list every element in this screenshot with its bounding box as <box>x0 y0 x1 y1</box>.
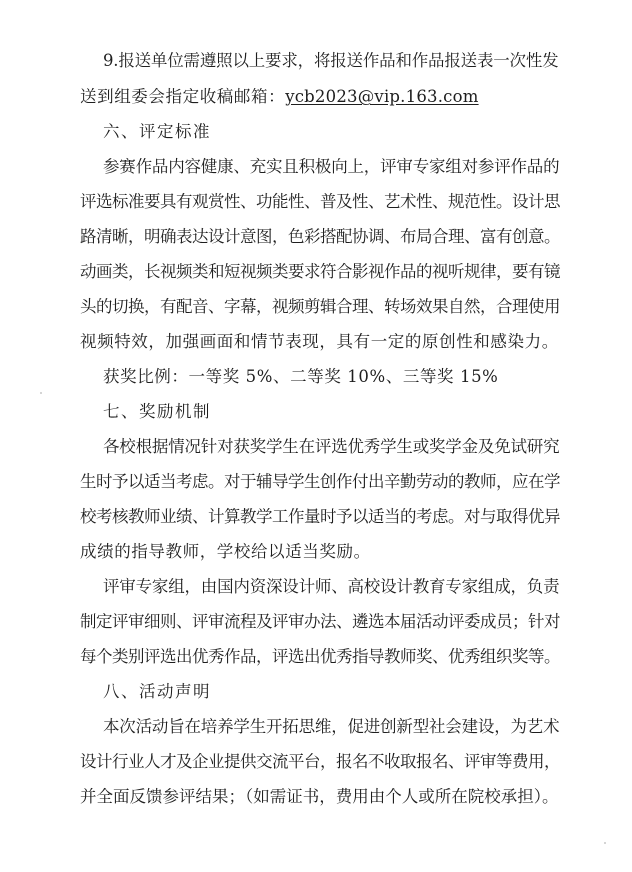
section-8-heading: 八、活动声明 <box>103 682 211 701</box>
section-8-para-line-1: 本次活动旨在培养学生开拓思维，促进创新型社会建设，为艺术 <box>103 717 560 736</box>
section-7-para1-line-4: 成绩的指导教师，学校给以适当奖励。 <box>80 542 371 561</box>
p9-line-1: 9.报送单位需遵照以上要求，将报送作品和作品报送表一次性发 <box>103 51 559 70</box>
section-7-para2-line-3: 每个类别评选出优秀作品，评选出优秀指导教师奖、优秀组织奖等。 <box>80 647 560 666</box>
section-8-para-line-2: 设计行业人才及企业提供交流平台，报名不收取报名、评审等费用， <box>80 752 560 771</box>
scan-speck <box>604 842 606 844</box>
p9-line-2 <box>80 86 479 108</box>
section-6-para-line-5: 头的切换，有配音、字幕，视频剪辑合理、转场效果自然，合理使用 <box>80 297 560 316</box>
section-6-para-line-2: 评选标准要具有观赏性、功能性、普及性、艺术性、规范性。设计思 <box>80 192 560 211</box>
section-7-para1-line-1: 各校根据情况针对获奖学生在评选优秀学生或奖学金及免试研究 <box>103 437 560 456</box>
scan-speck <box>40 392 42 394</box>
awards-ratio: 获奖比例：一等奖 5%、二等奖 10%、三等奖 15% <box>103 367 499 386</box>
section-6-para-line-4: 动画类，长视频类和短视频类要求符合影视作品的视听规律，要有镜 <box>80 262 560 281</box>
section-6-para-line-6: 视频特效，加强画面和情节表现，具有一定的原创性和感染力。 <box>80 332 559 351</box>
submission-email-link[interactable]: ycb2023@vip.163.com <box>285 87 479 106</box>
section-7-para1-line-2: 生时予以适当考虑。对于辅导学生创作付出辛勤劳动的教师，应在学 <box>80 472 560 491</box>
section-7-heading: 七、奖励机制 <box>103 402 211 421</box>
section-7-para2-line-1: 评审专家组，由国内资深设计师、高校设计教育专家组成，负责 <box>103 577 560 596</box>
section-8-para-line-3: 并全面反馈参评结果；（如需证书，费用由个人或所在院校承担）。 <box>80 787 559 806</box>
p9-line-2-prefix: 送到组委会指定收稿邮箱： <box>80 87 286 106</box>
section-6-para-line-3: 路清晰，明确表达设计意图，色彩搭配协调、布局合理、富有创意。 <box>80 227 560 246</box>
section-6-para-line-1: 参赛作品内容健康、充实且积极向上，评审专家组对参评作品的 <box>103 157 560 176</box>
section-7-para1-line-3: 校考核教师业绩、计算教学工作量时予以适当的考虑。对与取得优异 <box>80 507 560 526</box>
section-7-para2-line-2: 制定评审细则、评审流程及评审办法、遴选本届活动评委成员；针对 <box>80 612 560 631</box>
section-6-heading: 六、评定标准 <box>103 122 211 141</box>
